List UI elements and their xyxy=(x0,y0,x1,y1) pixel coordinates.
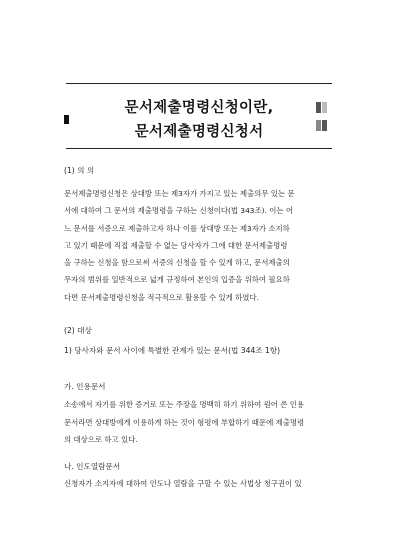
sub-ga-heading: 가. 인용문서 xyxy=(64,382,106,391)
body-line: 느 문서를 서증으로 제출하고자 하나 이를 상대방 또는 제3자가 소지하 xyxy=(64,223,290,233)
deco-bar-3 xyxy=(316,120,321,131)
sub-ga-body xyxy=(64,396,344,449)
deco-bar-4 xyxy=(322,120,327,131)
deco-bar-1 xyxy=(316,102,321,113)
sub-na-heading: 나. 인도열람문서 xyxy=(64,462,121,471)
body-line: 고 있기 때문에 직접 제출할 수 없는 당사자가 그에 대한 문서제출명령 xyxy=(64,240,288,250)
section-2-heading: (2) 대상 xyxy=(64,326,92,335)
body-line: 다면 문서제출명령신청을 적극적으로 활용할 수 있게 하였다. xyxy=(64,292,259,302)
deco-bar-2 xyxy=(322,102,327,113)
body-line: 문서라면 상대방에게 이용하게 하는 것이 형평에 부합하기 때문에 제출명령 xyxy=(64,417,305,427)
page-title-line-2: 문서제출명령신청서 xyxy=(134,124,264,140)
body-line: 소송에서 자기를 위한 증거로 또는 주장을 명백히 하기 위하여 원어 쓴 인용 xyxy=(64,400,305,409)
body-line: 의 대상으로 하고 있다. xyxy=(64,435,138,444)
section-1-body xyxy=(64,185,342,306)
body-line: 신청자가 소지자에 대하여 인도나 열람을 구할 수 있는 사법상 청구권이 있 xyxy=(64,479,302,488)
body-line: 서에 대하여 그 문서의 제출명령을 구하는 신청이다(법 343조). 이는 어 xyxy=(64,206,293,216)
body-line: 을 구하는 신청을 함으로써 서증의 신청을 할 수 있게 하고, 문서제출의 xyxy=(64,258,290,268)
section-1-heading: (1) 의 의 xyxy=(64,166,95,175)
section-2-item-1: 1) 당사자와 문서 사이에 특별한 관계가 있는 문서(법 344조 1항) xyxy=(64,346,281,355)
left-marker xyxy=(64,115,69,124)
title-box xyxy=(66,83,332,149)
body-line: 무자의 범위를 일반적으로 넓게 규정하여 본인의 입증을 위하여 필요하 xyxy=(64,275,290,285)
sub-na-body xyxy=(64,475,344,493)
body-line: 문서제출명령신청은 상대방 또는 제3자가 가지고 있는 제출의무 있는 문 xyxy=(64,189,295,198)
page-title-line-1: 문서제출명령신청이란, xyxy=(124,100,274,116)
